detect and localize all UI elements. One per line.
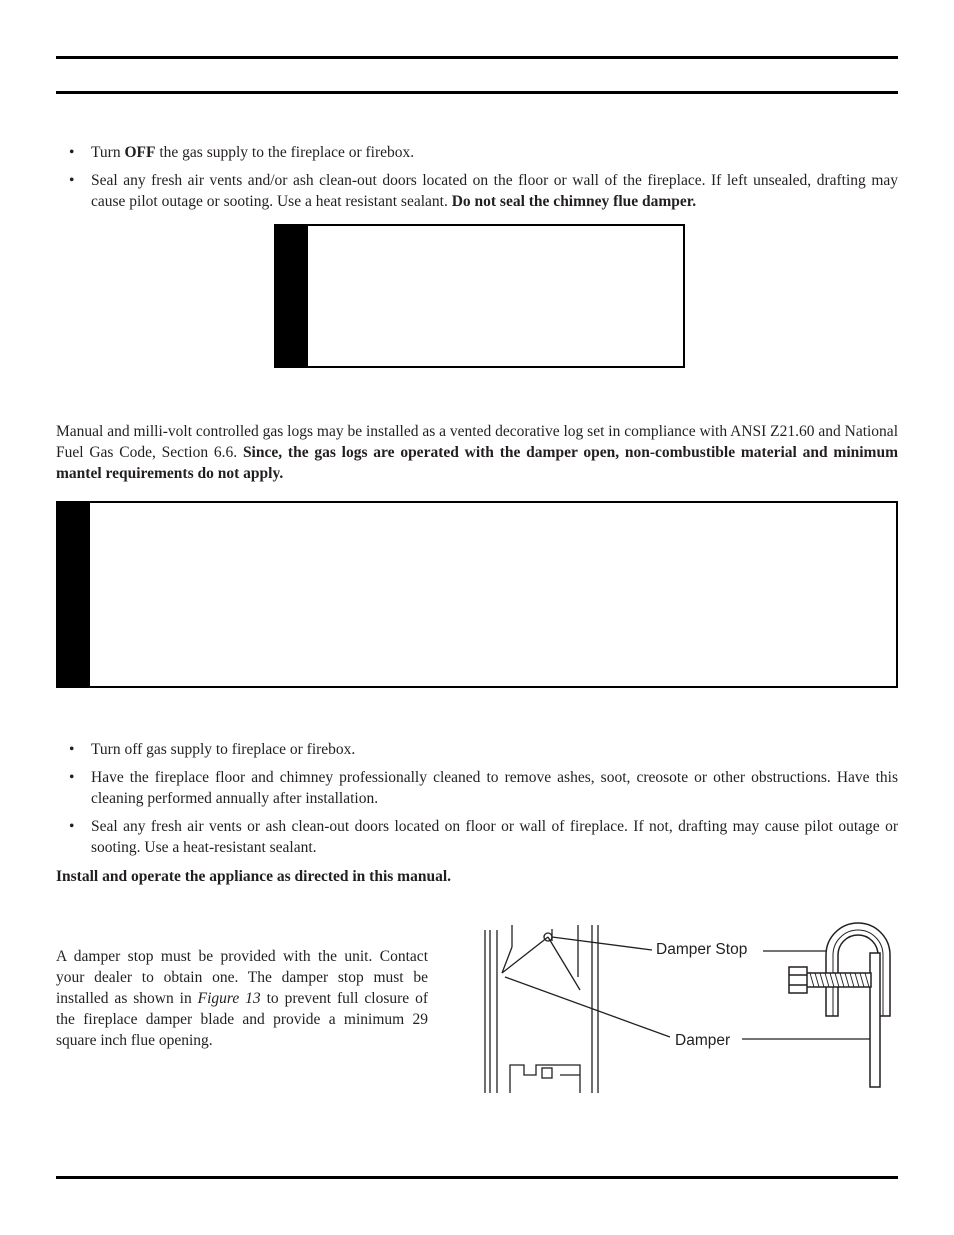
- bullet-text: the gas supply to the fireplace or firebox.: [155, 144, 415, 161]
- top-rule: [56, 56, 898, 59]
- damper-stop-label: Damper Stop: [656, 941, 748, 958]
- notice-box-small: [274, 224, 685, 368]
- grate-outline: [542, 1068, 552, 1078]
- bullet-dot: •: [69, 144, 75, 161]
- bullet-text: Seal any fresh air vents or ash clean-out doors located on floor or wall of fireplace. If not, drafting may cause pilot outage or sooting. Use a heat-resistant sealant.: [91, 818, 898, 856]
- notice-box-bar: [58, 503, 90, 686]
- damper-stop-figure: [480, 915, 905, 1100]
- paragraph-bold-text: Since, the gas logs are operated with the damper open, non-combustible material and minimum mantel requirements do not apply.: [56, 444, 898, 482]
- leader-line: [505, 977, 670, 1037]
- bullet-item: [56, 170, 898, 212]
- install-instruction-text: Install and operate the appliance as directed in this manual.: [56, 868, 452, 885]
- bullet-item: [56, 816, 898, 858]
- fireplace-preparation-bullet-list: [56, 739, 898, 858]
- bullet-bold-text: Do not seal the chimney flue damper.: [451, 193, 697, 210]
- header-rule: [56, 91, 898, 94]
- damper-blade: [548, 937, 580, 990]
- bullet-text: Turn off gas supply to fireplace or firebox.: [91, 741, 356, 758]
- bullet-item: [56, 142, 898, 163]
- grate-outline: [510, 1065, 580, 1093]
- bullet-dot: •: [69, 818, 75, 835]
- bullet-text: Turn: [91, 144, 125, 161]
- bullet-dot: •: [69, 769, 75, 786]
- paragraph-text: A damper stop must be provided with the unit. Contact your dealer to obtain one. The damper stop must be installed as shown in: [56, 948, 428, 1007]
- bullet-text: Have the fireplace floor and chimney professionally cleaned to remove ashes, soot, creosote or other obstructions. Have this cleaning performed annually after installation.: [91, 769, 898, 807]
- figure-reference: Figure 13: [197, 990, 261, 1007]
- vented-installation-paragraph: [56, 421, 898, 484]
- bullet-bold-text: OFF: [124, 144, 156, 161]
- notice-box-bar: [276, 226, 308, 366]
- paragraph-text: Manual and milli-volt controlled gas logs may be installed as a vented decorative log set in compliance with ANSI Z21.60 and National Fuel Gas Code, Section 6.6.: [56, 423, 898, 461]
- bullet-item: [56, 767, 898, 809]
- leader-line: [552, 937, 652, 950]
- screw-head: [789, 967, 807, 993]
- paragraph-text: to prevent full closure of the fireplace damper blade and provide a minimum 29 square inch flue opening.: [56, 990, 428, 1049]
- damper-label: Damper: [675, 1032, 731, 1049]
- preparation-bullet-list: [56, 142, 898, 212]
- bullet-dot: •: [69, 741, 75, 758]
- install-instruction: [56, 866, 898, 887]
- bullet-text: Seal any fresh air vents and/or ash clean-out doors located on the floor or wall of the fireplace. If left unsealed, drafting may cause pilot outage or sooting. Use a heat resistant sealant.: [91, 172, 898, 210]
- bullet-item: [56, 739, 898, 760]
- damper-stop-paragraph: [56, 946, 428, 1051]
- damper-stop-detail: [789, 923, 890, 1087]
- bullet-dot: •: [69, 172, 75, 189]
- notice-box-large: [56, 501, 898, 688]
- bottom-rule: [56, 1176, 898, 1179]
